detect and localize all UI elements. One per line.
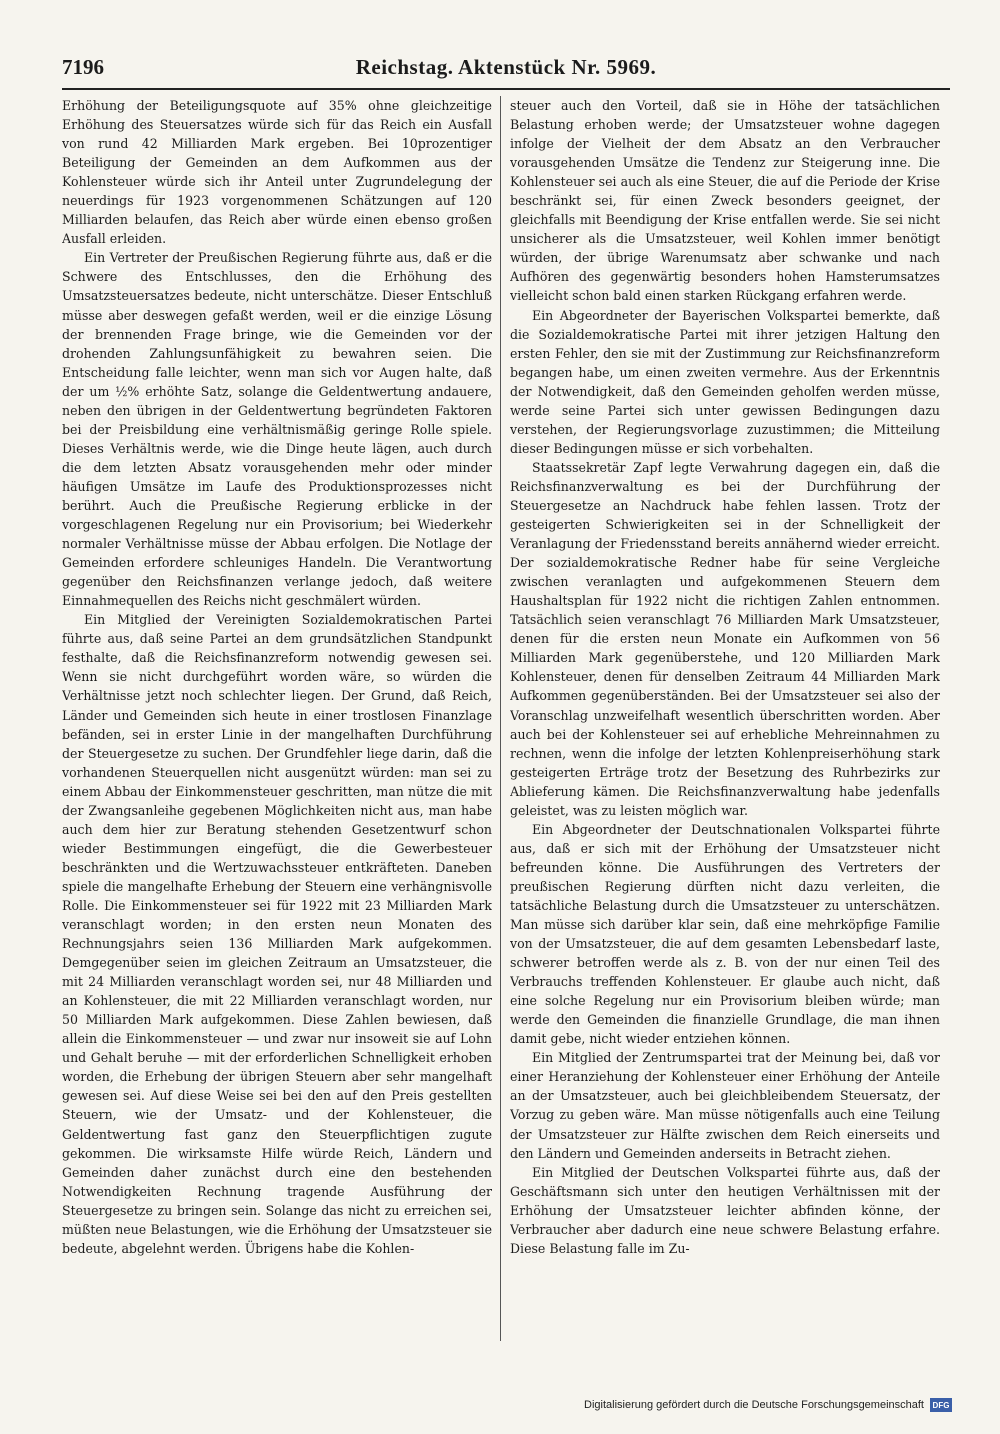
digitization-footer (584, 1395, 952, 1415)
paragraph: Ein Mitglied der Deutschen Volkspartei führte aus, daß der Geschäftsmann sich unter den heutigen Verhältnissen mit der Erhöhung der Umsatzsteuer leichter abfinden könne, der Verbraucher aber dadurch eine neue schwere Belastung erfahre. Diese Belastung falle im Zu- (510, 1164, 940, 1256)
left-column (62, 96, 492, 1346)
header-rule (62, 88, 950, 90)
paragraph: Ein Mitglied der Vereinigten Sozialdemokratischen Partei führte aus, daß seine Partei an dem grundsätzlichen Standpunkt festhalte, daß die Reichsfinanzreform notwendig gewesen sei. Wenn sie nicht durchgeführt worden wäre, so würden die Verhältnisse jetzt noch schlechter liegen. Der Grund, daß Reich, Länder und Gemeinden sich heute in einer trostlosen Finanzlage befänden, sei in erster Linie in der mangelhaften Durchführung der Steuergesetze zu suchen. Der Grundfehler liege darin, daß die vorhandenen Steuerquellen nicht ausgenützt würden: man sei zu einem Abbau der Einkommensteuer geschritten, man nütze die mit der Zwangsanleihe gegebenen Möglichkeiten nicht aus, man habe auch dem hier zur Beratung stehenden Gesetzentwurf schon wieder Bestimmungen eingefügt, die die Gewerbesteuer beschränkten und die Wertzuwachssteuer entkräfteten. Daneben spiele die mangelhafte Erhebung der Steuern eine verhängnisvolle Rolle. Die Einkommensteuer sei für 1922 mit 23 Milliarden Mark veranschlagt worden; in den ersten neun Monaten des Rechnungsjahrs seien 136 Milliarden Mark aufgekommen. Demgegenüber seien im gleichen Zeitraum an Umsatzsteuer, die mit 24 Milliarden veranschlagt worden sei, nur 48 Milliarden und an Kohlensteuer, die mit 22 Milliarden veranschlagt worden, nur 50 Milliarden Mark aufgekommen. Diese Zahlen bewiesen, daß allein die Einkommensteuer — und zwar nur insoweit sie auf Lohn und Gehalt beruhe — mit der erforderlichen Schnelligkeit erhoben worden, die Erhebung der übrigen Steuern aber sehr mangelhaft gewesen sei. Auf diese Weise sei bei den auf den Preis gestellten Steuern, wie der Umsatz- und der Kohlensteuer, die Geldentwertung fast ganz den Steuerpflichtigen zugute gekommen. Die wirksamste Hilfe würde Reich, Ländern und Gemeinden daher zunächst durch eine den bestehenden Notwendigkeiten Rechnung tragende Ausführung der Steuergesetze zu bringen sein. Solange das nicht zu erreichen sei, müßten neue Belastungen, wie die Erhöhung der Umsatzsteuer sie bedeute, abgelehnt werden. Übrigens habe die Kohlen- (62, 612, 492, 1256)
paragraph: Erhöhung der Beteiligungsquote auf 35% ohne gleichzeitige Erhöhung des Steuersatzes würde sich für das Reich ein Ausfall von rund 42 Milliarden Mark ergeben. Bei 10prozentiger Beteiligung der Gemeinden an dem Aufkommen aus der Kohlensteuer würde sich ihr Anteil unter Zugrundelegung der neuerdings für 1923 vorgenommenen Schätzungen auf 120 Milliarden belaufen, das Reich aber würde einen ebenso großen Ausfall erleiden. (62, 98, 492, 247)
running-title: Reichstag. Aktenstück Nr. 5969. (355, 55, 657, 79)
paragraph: Ein Abgeordneter der Bayerischen Volkspartei bemerkte, daß die Sozialdemokratische Partei mit ihrer jetzigen Haltung den ersten Fehler, den sie mit der Zustimmung zur Reichsfinanzreform begangen habe, um einen zweiten vermehre. Aus der Erkenntnis der Notwendigkeit, daß den Gemeinden geholfen werden müsse, werde seine Partei sich unter gewissen Bedingungen dazu verstehen, der Regierungsvorlage zuzustimmen; die Mitteilung dieser Bedingungen müsse er sich vorbehalten. (510, 307, 940, 456)
paragraph: Ein Vertreter der Preußischen Regierung führte aus, daß er die Schwere des Entschlusses, den die Erhöhung des Umsatzsteuersatzes bedeute, nicht unterschätze. Dieser Entschluß müsse aber deswegen gefaßt werden, weil er die einzige Lösung der brennenden Frage bringe, wie die Gemeinden vor der drohenden Zahlungsunfähigkeit zu bewahren seien. Die Entscheidung falle leichter, wenn man sich vor Augen halte, daß der um ½% erhöhte Satz, solange die Geldentwertung andauere, neben den übrigen in der Geldentwertung begründeten Faktoren bei der Preisbildung eine verhältnismäßig geringe Rolle spiele. Dieses Verhältnis werde, wie die Dinge heute lägen, auch durch die dem letzten Absatz vorausgehenden mehr oder minder häufigen Umsätze im Laufe des Produktionsprozesses nicht berührt. Auch die Preußische Regierung erblicke in der vorgeschlagenen Regelung nur ein Provisorium; bei Wiederkehr normaler Verhältnisse müsse der Abbau erfolgen. Die Notlage der Gemeinden erfordere schleuniges Handeln. Die Verantwortung gegenüber den Reichsfinanzen verlange jedoch, daß weitere Einnahmequellen des Reichs nicht geschmälert würden. (62, 250, 492, 609)
page-header (62, 55, 950, 85)
paragraph: steuer auch den Vorteil, daß sie in Höhe der tatsächlichen Belastung erhoben werde; der Umsatzsteuer wohne dagegen infolge der Vielheit der dem Absatz an den Verbraucher vorausgehenden Umsätze die Tendenz zur Steigerung inne. Die Kohlensteuer sei auch als eine Steuer, die auf die Periode der Krise beschränkt sei, für einen Zweck besonders geeignet, der gleichfalls mit Beendigung der Krise entfallen werde. Sie sei nicht unsicherer als die Umsatzsteuer, weil Kohlen immer benötigt würden, der übrige Warenumsatz aber schwanke und nach Aufhören des gegenwärtig besonders hohen Hamsterumsatzes vielleicht schon bald einen starken Rückgang erfahren werde. (510, 98, 940, 304)
footer-credit: Digitalisierung gefördert durch die Deutsche Forschungsgemeinschaft (584, 1399, 924, 1411)
dfg-logo: DFG (930, 1398, 952, 1412)
right-column (510, 96, 940, 1346)
page-number: 7196 (62, 55, 104, 79)
paragraph: Ein Mitglied der Zentrumspartei trat der Meinung bei, daß vor einer Heranziehung der Kohlensteuer einer Erhöhung der Anteile an der Umsatzsteuer, auch bei gleichbleibendem Steuersatz, der Vorzug zu geben wäre. Man müsse nötigenfalls auch eine Teilung der Umsatzsteuer zur Hälfte zwischen dem Reich einerseits und den Ländern und Gemeinden anderseits in Betracht ziehen. (510, 1050, 940, 1161)
column-divider (500, 96, 501, 1341)
paragraph: Staatssekretär Zapf legte Verwahrung dagegen ein, daß die Reichsfinanzverwaltung es bei der Durchführung der Steuergesetze an Nachdruck habe fehlen lassen. Trotz der gesteigerten Schwierigkeiten sei in der Schnelligkeit der Veranlagung der Friedensstand bereits annähernd wieder erreicht. Der sozialdemokratische Redner habe für seine Vergleiche zwischen veranlagten und aufgekommenen Steuern dem Haushaltsplan für 1922 nicht die richtigen Zahlen entnommen. Tatsächlich seien veranschlagt 76 Milliarden Mark Umsatzsteuer, denen für die ersten neun Monate ein Aufkommen von 56 Milliarden Mark gegenüberstehe, und 120 Milliarden Mark Kohlensteuer, denen für denselben Zeitraum 44 Milliarden Mark Aufkommen gegenüberständen. Bei der Umsatzsteuer sei also der Voranschlag unzweifelhaft wesentlich überschritten worden. Aber auch bei der Kohlensteuer sei auf erhebliche Mehreinnahmen zu rechnen, wenn die infolge der letzten Kohlenpreiserhöhung stark gesteigerten Erträge trotz der Besetzung des Ruhrbezirks zur Ablieferung kämen. Die Reichsfinanzverwaltung habe jedenfalls geleistet, was zu leisten möglich war. (510, 459, 940, 818)
paragraph: Ein Abgeordneter der Deutschnationalen Volkspartei führte aus, daß er sich mit der Erhöhung der Umsatzsteuer nicht befreunden könne. Die Ausführungen des Vertreters der preußischen Regierung dürften nicht dazu verleiten, die tatsächliche Belastung durch die Umsatzsteuer zu unterschätzen. Man müsse sich darüber klar sein, daß eine mehrköpfige Familie von der Umsatzsteuer, die auf dem gesamten Lebensbedarf laste, schwerer betroffen werde als z. B. von der nur einen Teil des Verbrauchs treffenden Kohlensteuer. Er glaube auch nicht, daß eine solche Regelung nur ein Provisorium bleiben würde; man werde den Gemeinden die finanzielle Grundlage, die man ihnen damit gebe, nicht wieder entziehen können. (510, 821, 940, 1047)
